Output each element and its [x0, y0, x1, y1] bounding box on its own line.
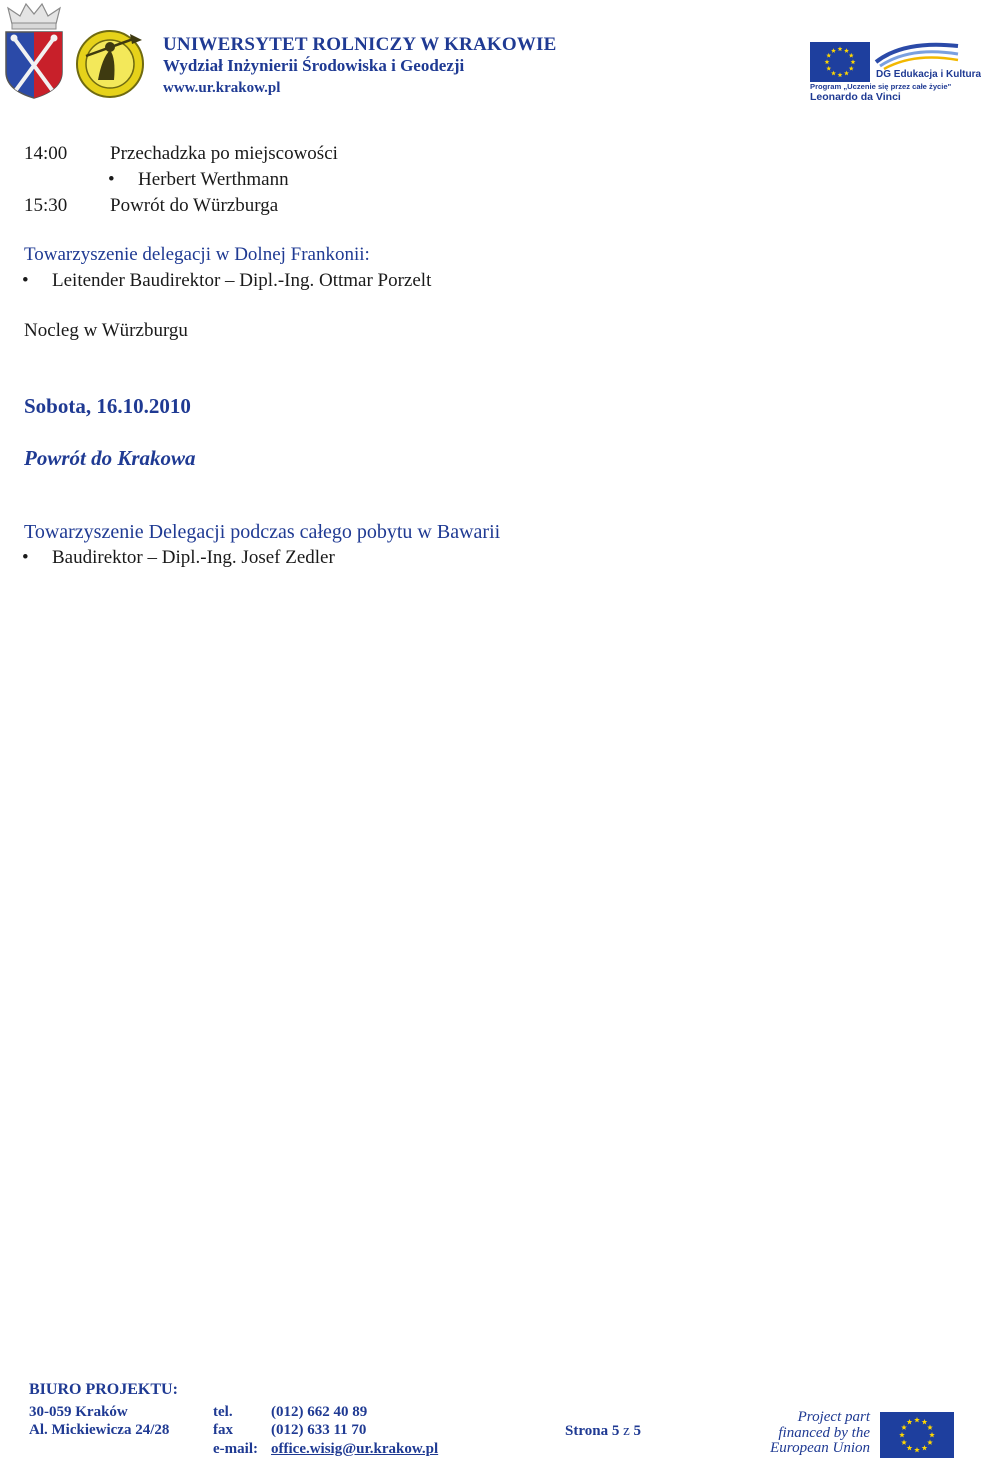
page-current: 5 — [611, 1423, 620, 1439]
saturday-date-title: Sobota, 16.10.2010 — [24, 394, 191, 418]
tel-label: tel. — [213, 1404, 233, 1420]
bullet-icon: • — [108, 169, 115, 190]
program-label: Program „Uczenie się przez całe życie" — [810, 82, 952, 91]
escort-franconia-title: Towarzyszenie delegacji w Dolnej Frankonii: — [24, 244, 370, 265]
schedule-bullet-row — [0, 169, 960, 193]
schedule-row — [0, 143, 960, 167]
eu-education-swoosh-icon — [874, 38, 960, 70]
faculty-name: Wydział Inżynierii Środowiska i Geodezji — [163, 56, 465, 75]
leonardo-label: Leonardo da Vinci — [810, 91, 901, 103]
faculty-seal-icon — [72, 28, 150, 100]
financing-line-1: Project part — [797, 1409, 870, 1425]
escort-franconia-row — [0, 270, 960, 294]
office-postal: 30-059 Kraków — [29, 1404, 128, 1420]
fax-label: fax — [213, 1422, 233, 1438]
escort-bavaria-row — [0, 547, 960, 571]
office-street: Al. Mickiewicza 24/28 — [29, 1422, 170, 1438]
dg-education-label: DG Edukacja i Kultura — [876, 69, 981, 80]
tel-value: (012) 662 40 89 — [271, 1404, 368, 1420]
eu-financing-text — [770, 1410, 870, 1457]
lodging-text: Nocleg w Würzburgu — [24, 320, 188, 341]
schedule-bullet-text: Herbert Werthmann — [138, 169, 289, 190]
schedule-time: 15:30 — [24, 195, 68, 216]
saturday-subtitle: Powrót do Krakowa — [24, 446, 196, 470]
project-office-title: BIURO PROJEKTU: — [29, 1381, 178, 1398]
page-label: Strona — [565, 1423, 609, 1439]
escort-bavaria-title: Towarzyszenie Delegacji podczas całego pobytu w Bawarii — [24, 521, 501, 543]
eu-flag-icon — [880, 1412, 954, 1458]
schedule-time: 14:00 — [24, 143, 68, 164]
financing-line-2: financed by the — [778, 1424, 870, 1441]
university-name: UNIWERSYTET ROLNICZY W KRAKOWIE — [163, 34, 557, 55]
fax-value: (012) 633 11 70 — [271, 1422, 367, 1438]
bullet-icon: • — [22, 270, 29, 291]
email-link[interactable]: office.wisig@ur.krakow.pl — [271, 1441, 439, 1457]
escort-franconia-person: Leitender Baudirektor – Dipl.-Ing. Ottmar Porzelt — [52, 270, 432, 291]
page-of: z — [623, 1423, 630, 1439]
eu-flag-icon — [810, 42, 870, 82]
schedule-row — [0, 195, 960, 219]
email-label: e-mail: — [213, 1441, 258, 1457]
university-website: www.ur.krakow.pl — [163, 80, 281, 96]
financing-line-3: European Union — [770, 1440, 870, 1456]
page-total: 5 — [633, 1423, 641, 1439]
university-crest-icon — [2, 2, 66, 100]
page-number — [565, 1423, 641, 1440]
schedule-activity: Powrót do Würzburga — [110, 195, 279, 216]
escort-bavaria-person: Baudirektor – Dipl.-Ing. Josef Zedler — [52, 547, 335, 568]
schedule-activity: Przechadzka po miejscowości — [110, 143, 338, 164]
bullet-icon: • — [22, 547, 29, 568]
